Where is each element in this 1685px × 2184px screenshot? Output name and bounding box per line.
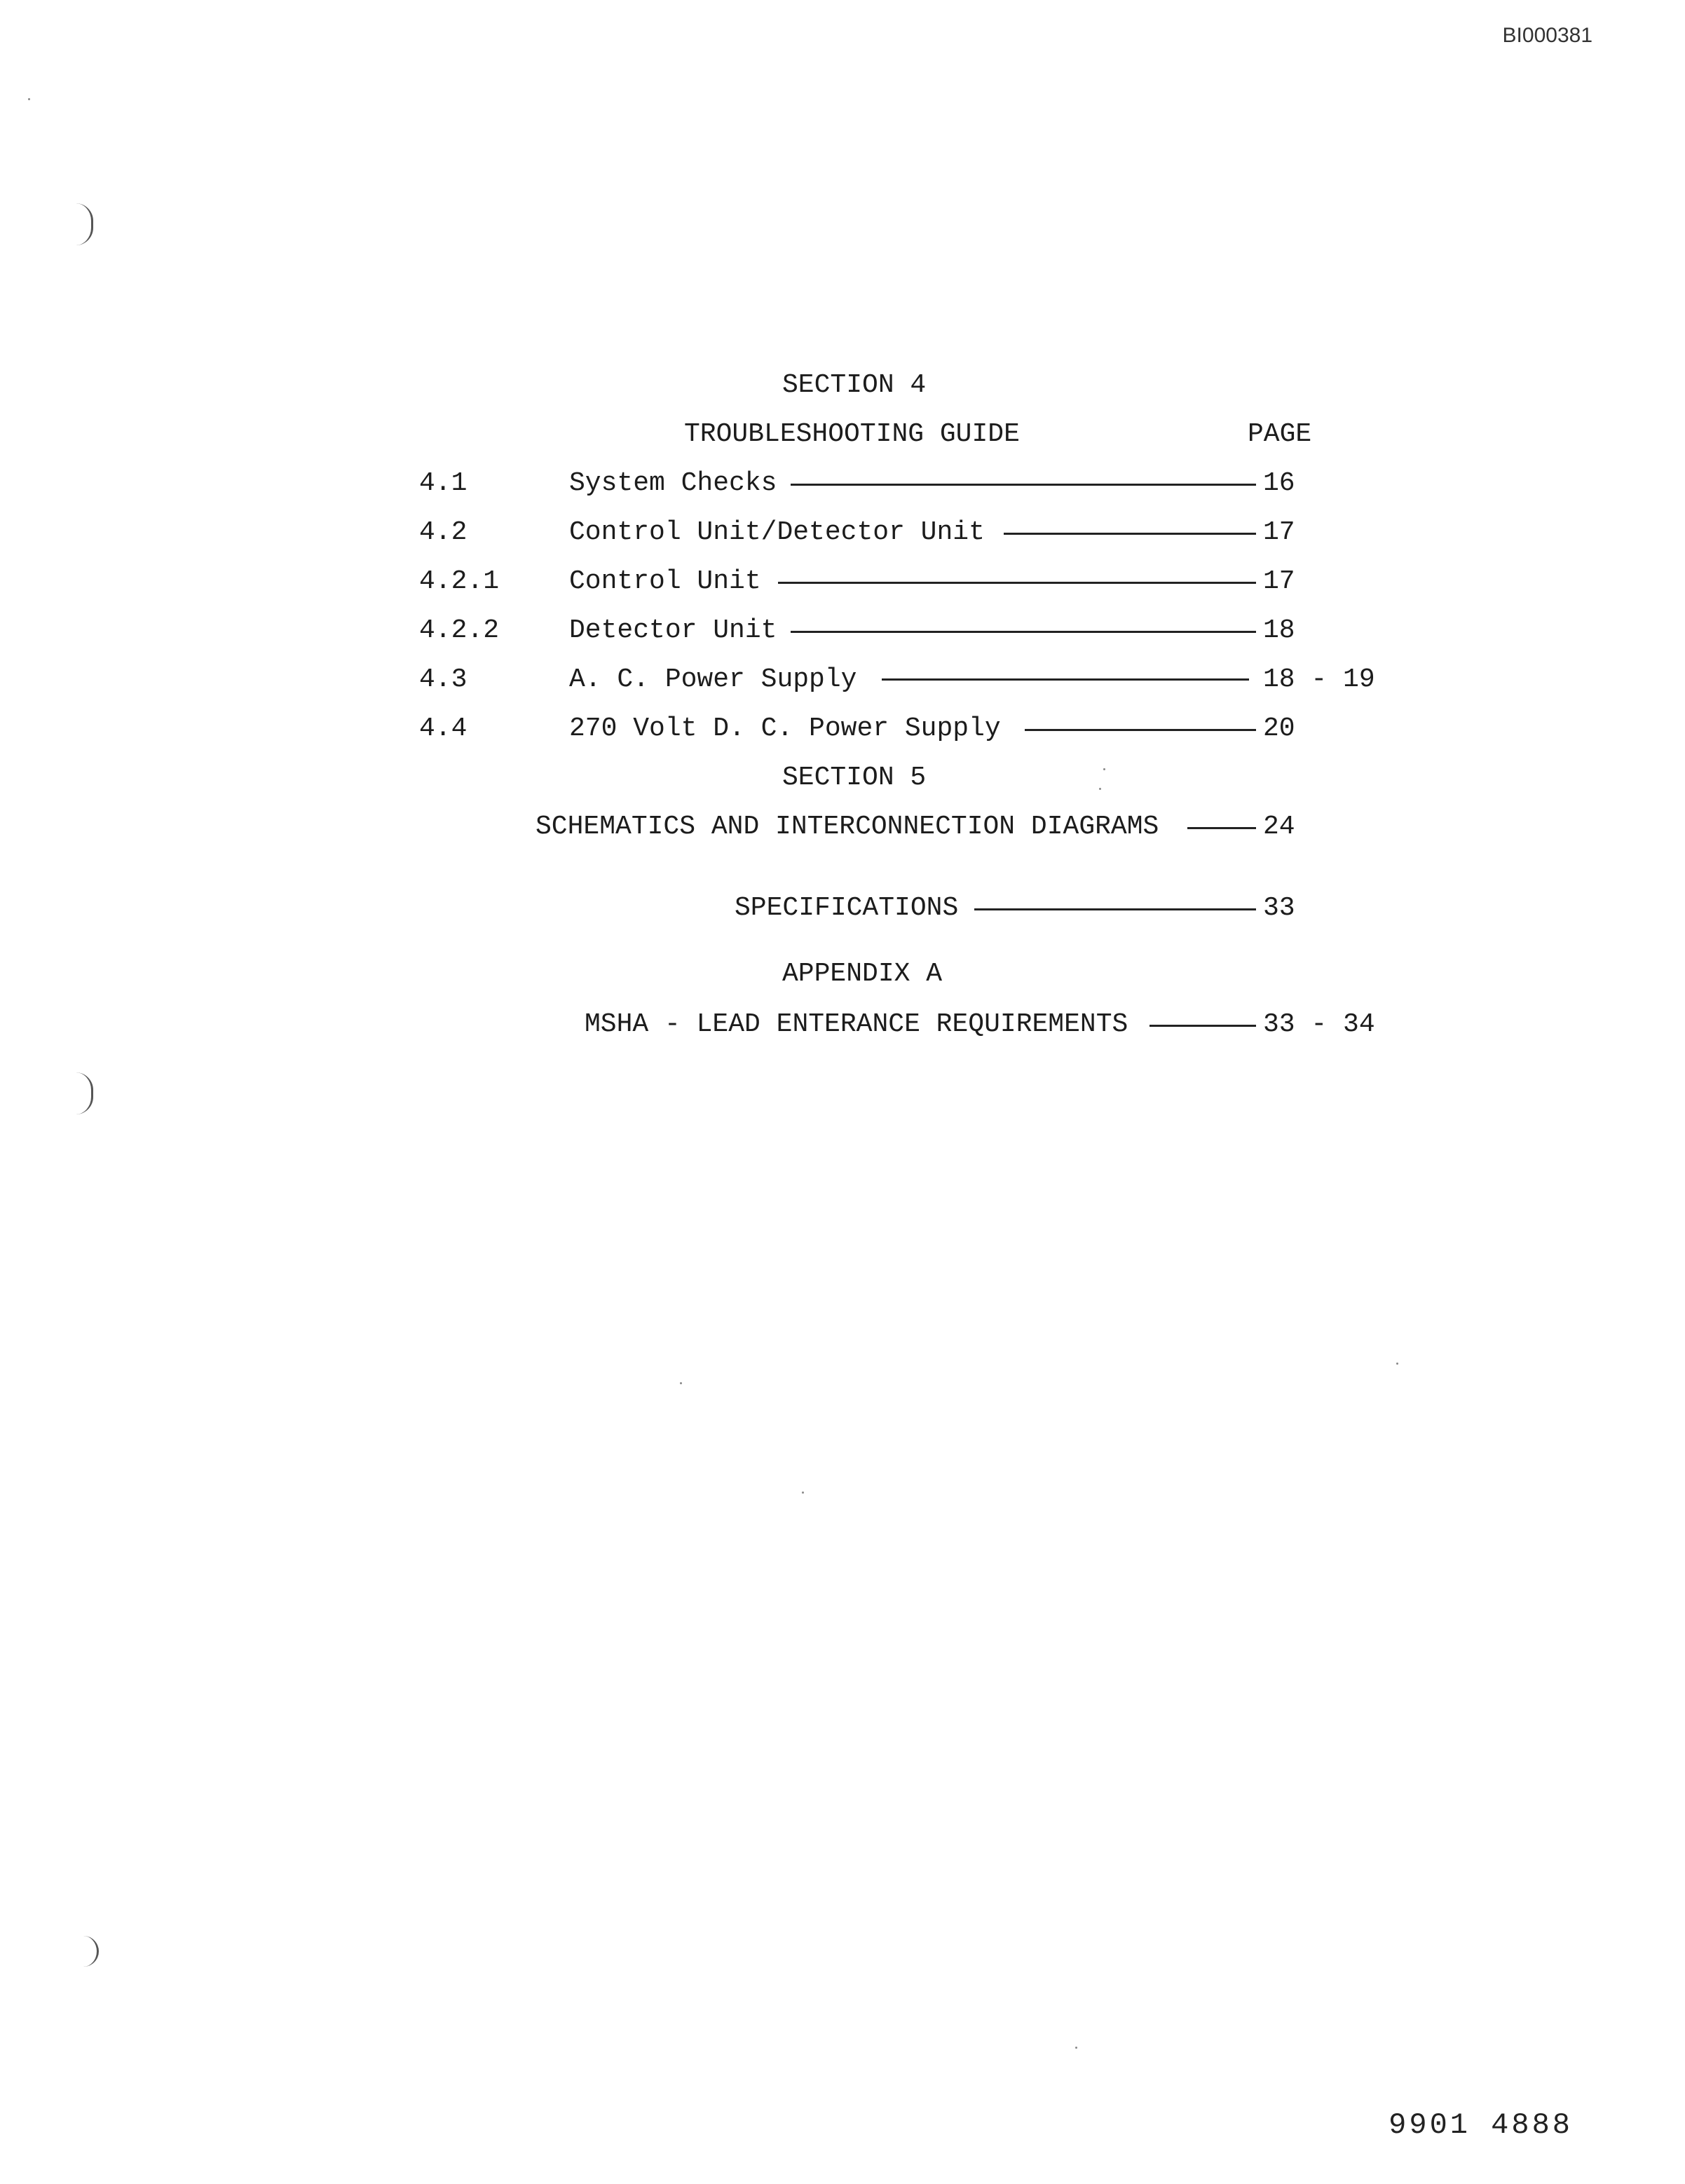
toc-entry-number: 4.2.2 [419, 615, 500, 646]
schematics-label: SCHEMATICS AND INTERCONNECTION DIAGRAMS [535, 812, 1159, 842]
scan-speck [1075, 2047, 1077, 2049]
appendix-label: MSHA - LEAD ENTERANCE REQUIREMENTS [585, 1009, 1128, 1039]
toc-leader-line [1025, 729, 1256, 731]
toc-leader-line [1187, 827, 1256, 829]
toc-entry-label: Control Unit [569, 566, 761, 596]
document-id: BI000381 [1502, 24, 1592, 47]
specifications-page: 33 [1263, 893, 1295, 923]
toc-entry-page: 20 [1263, 714, 1295, 744]
toc-entry-page: 16 [1263, 468, 1295, 498]
specifications-label: SPECIFICATIONS [735, 893, 959, 923]
scan-speck [1103, 768, 1105, 770]
toc-entry-number: 4.2 [419, 517, 468, 547]
toc-leader-line [1150, 1025, 1256, 1027]
toc-entry-number: 4.2.1 [419, 566, 500, 596]
punch-hole-mark [81, 1936, 99, 1967]
toc-leader-line [791, 484, 1256, 486]
section-4-title: TROUBLESHOOTING GUIDE [684, 419, 1020, 449]
toc-leader-line [1004, 533, 1256, 535]
toc-entry-page: 17 [1263, 517, 1295, 547]
toc-entry-page: 17 [1263, 566, 1295, 596]
toc-entry-number: 4.4 [419, 714, 468, 744]
scan-speck [1099, 788, 1101, 790]
section-4-heading: SECTION 4 [782, 370, 927, 400]
toc-entry-label: A. C. Power Supply [569, 664, 857, 695]
toc-leader-line [778, 582, 1256, 584]
toc-entry-label: Detector Unit [569, 615, 777, 646]
toc-entry-page: 18 [1263, 615, 1295, 646]
toc-leader-line [974, 908, 1256, 910]
toc-entry-page: 18 - 19 [1263, 664, 1375, 695]
footer-document-number: 9901 4888 [1389, 2108, 1573, 2142]
toc-entry-number: 4.1 [419, 468, 468, 498]
toc-entry-label: 270 Volt D. C. Power Supply [569, 714, 1001, 744]
toc-leader-line [882, 678, 1249, 681]
toc-leader-line [791, 631, 1256, 633]
appendix-page: 33 - 34 [1263, 1009, 1375, 1039]
punch-hole-mark [76, 1072, 93, 1114]
scan-speck [1396, 1363, 1398, 1365]
scan-speck [680, 1382, 682, 1384]
section-5-heading: SECTION 5 [782, 763, 927, 793]
toc-entry-number: 4.3 [419, 664, 468, 695]
punch-hole-mark [76, 203, 93, 245]
toc-entry-label: System Checks [569, 468, 777, 498]
scan-speck [28, 98, 30, 100]
toc-entry-label: Control Unit/Detector Unit [569, 517, 985, 547]
appendix-heading: APPENDIX A [782, 959, 943, 989]
page-column-header: PAGE [1248, 419, 1312, 449]
scan-speck [802, 1492, 804, 1494]
schematics-page: 24 [1263, 812, 1295, 842]
